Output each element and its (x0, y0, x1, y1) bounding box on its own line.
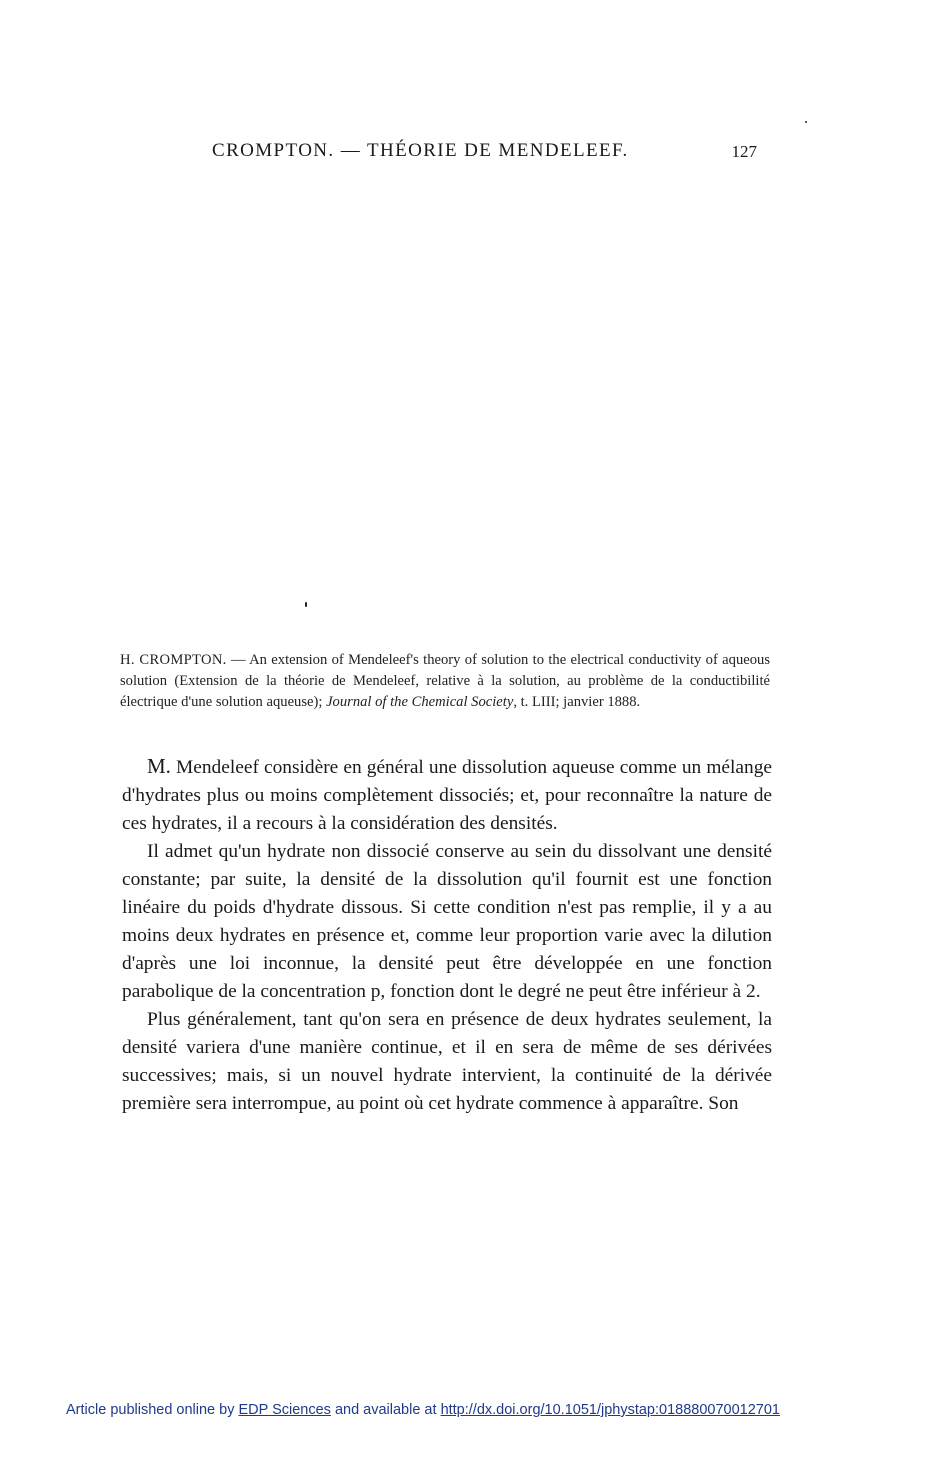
doi-link[interactable]: http://dx.doi.org/10.1051/jphystap:018880070012701 (440, 1402, 780, 1418)
scan-speck (305, 602, 307, 607)
article-title: An extension of Mendeleef's theory of solution to the electrical conductivity of aqueous solution (Extension de la théorie de Mendeleef, relative à la solution, au problème de la conductibilité électrique d'une solution aqueuse); (120, 652, 770, 710)
footer-prefix: Article published online by (66, 1402, 239, 1418)
reference-dash: — (226, 652, 250, 668)
paragraph-text: Mendeleef considère en général une dissolution aqueuse comme un mélange d'hydrates plus ou moins complètement dissociés; et, pour reconnaître la nature de ces hydrates, il a recours à la considération des densités. (122, 757, 772, 834)
publisher-link[interactable]: EDP Sciences (238, 1402, 331, 1418)
paragraph (122, 752, 772, 838)
article-reference (120, 650, 770, 713)
journal-name: Journal of the Chemical Society (326, 694, 514, 710)
article-body (122, 752, 772, 1118)
paragraph: Plus généralement, tant qu'on sera en présence de deux hydrates seulement, la densité variera d'une manière continue, et il en sera de même de ses dérivées successives; mais, si un nouvel hydrate intervient, la continuité de la dérivée première sera interrompue, au point où cet hydrate commence à apparaître. Son (122, 1009, 772, 1114)
paragraph-lead: M. (147, 754, 171, 778)
scan-speck (805, 121, 807, 123)
running-head (212, 140, 757, 164)
paragraph: Il admet qu'un hydrate non dissocié conserve au sein du dissolvant une densité constante; par suite, la densité de la dissolution qu'il fournit est une fonction linéaire du poids d'hydrate dissous. Si cette condition n'est pas remplie, il y a au moins deux hydrates en présence et, comme leur proportion varie avec la dilution d'après une loi inconnue, la densité peut être développée en une fonction parabolique de la concentration p, fonction dont le degré ne peut être inférieur à 2. (122, 841, 772, 1002)
footer-middle: and available at (330, 1402, 441, 1418)
journal-citation: , t. LIII; janvier 1888. (513, 694, 641, 710)
article-author: H. CROMPTON. (120, 652, 227, 668)
publication-footer (66, 1402, 780, 1418)
running-title: CROMPTON. — THÉORIE DE MENDELEEF. (212, 140, 629, 161)
page-number: 127 (731, 142, 757, 161)
